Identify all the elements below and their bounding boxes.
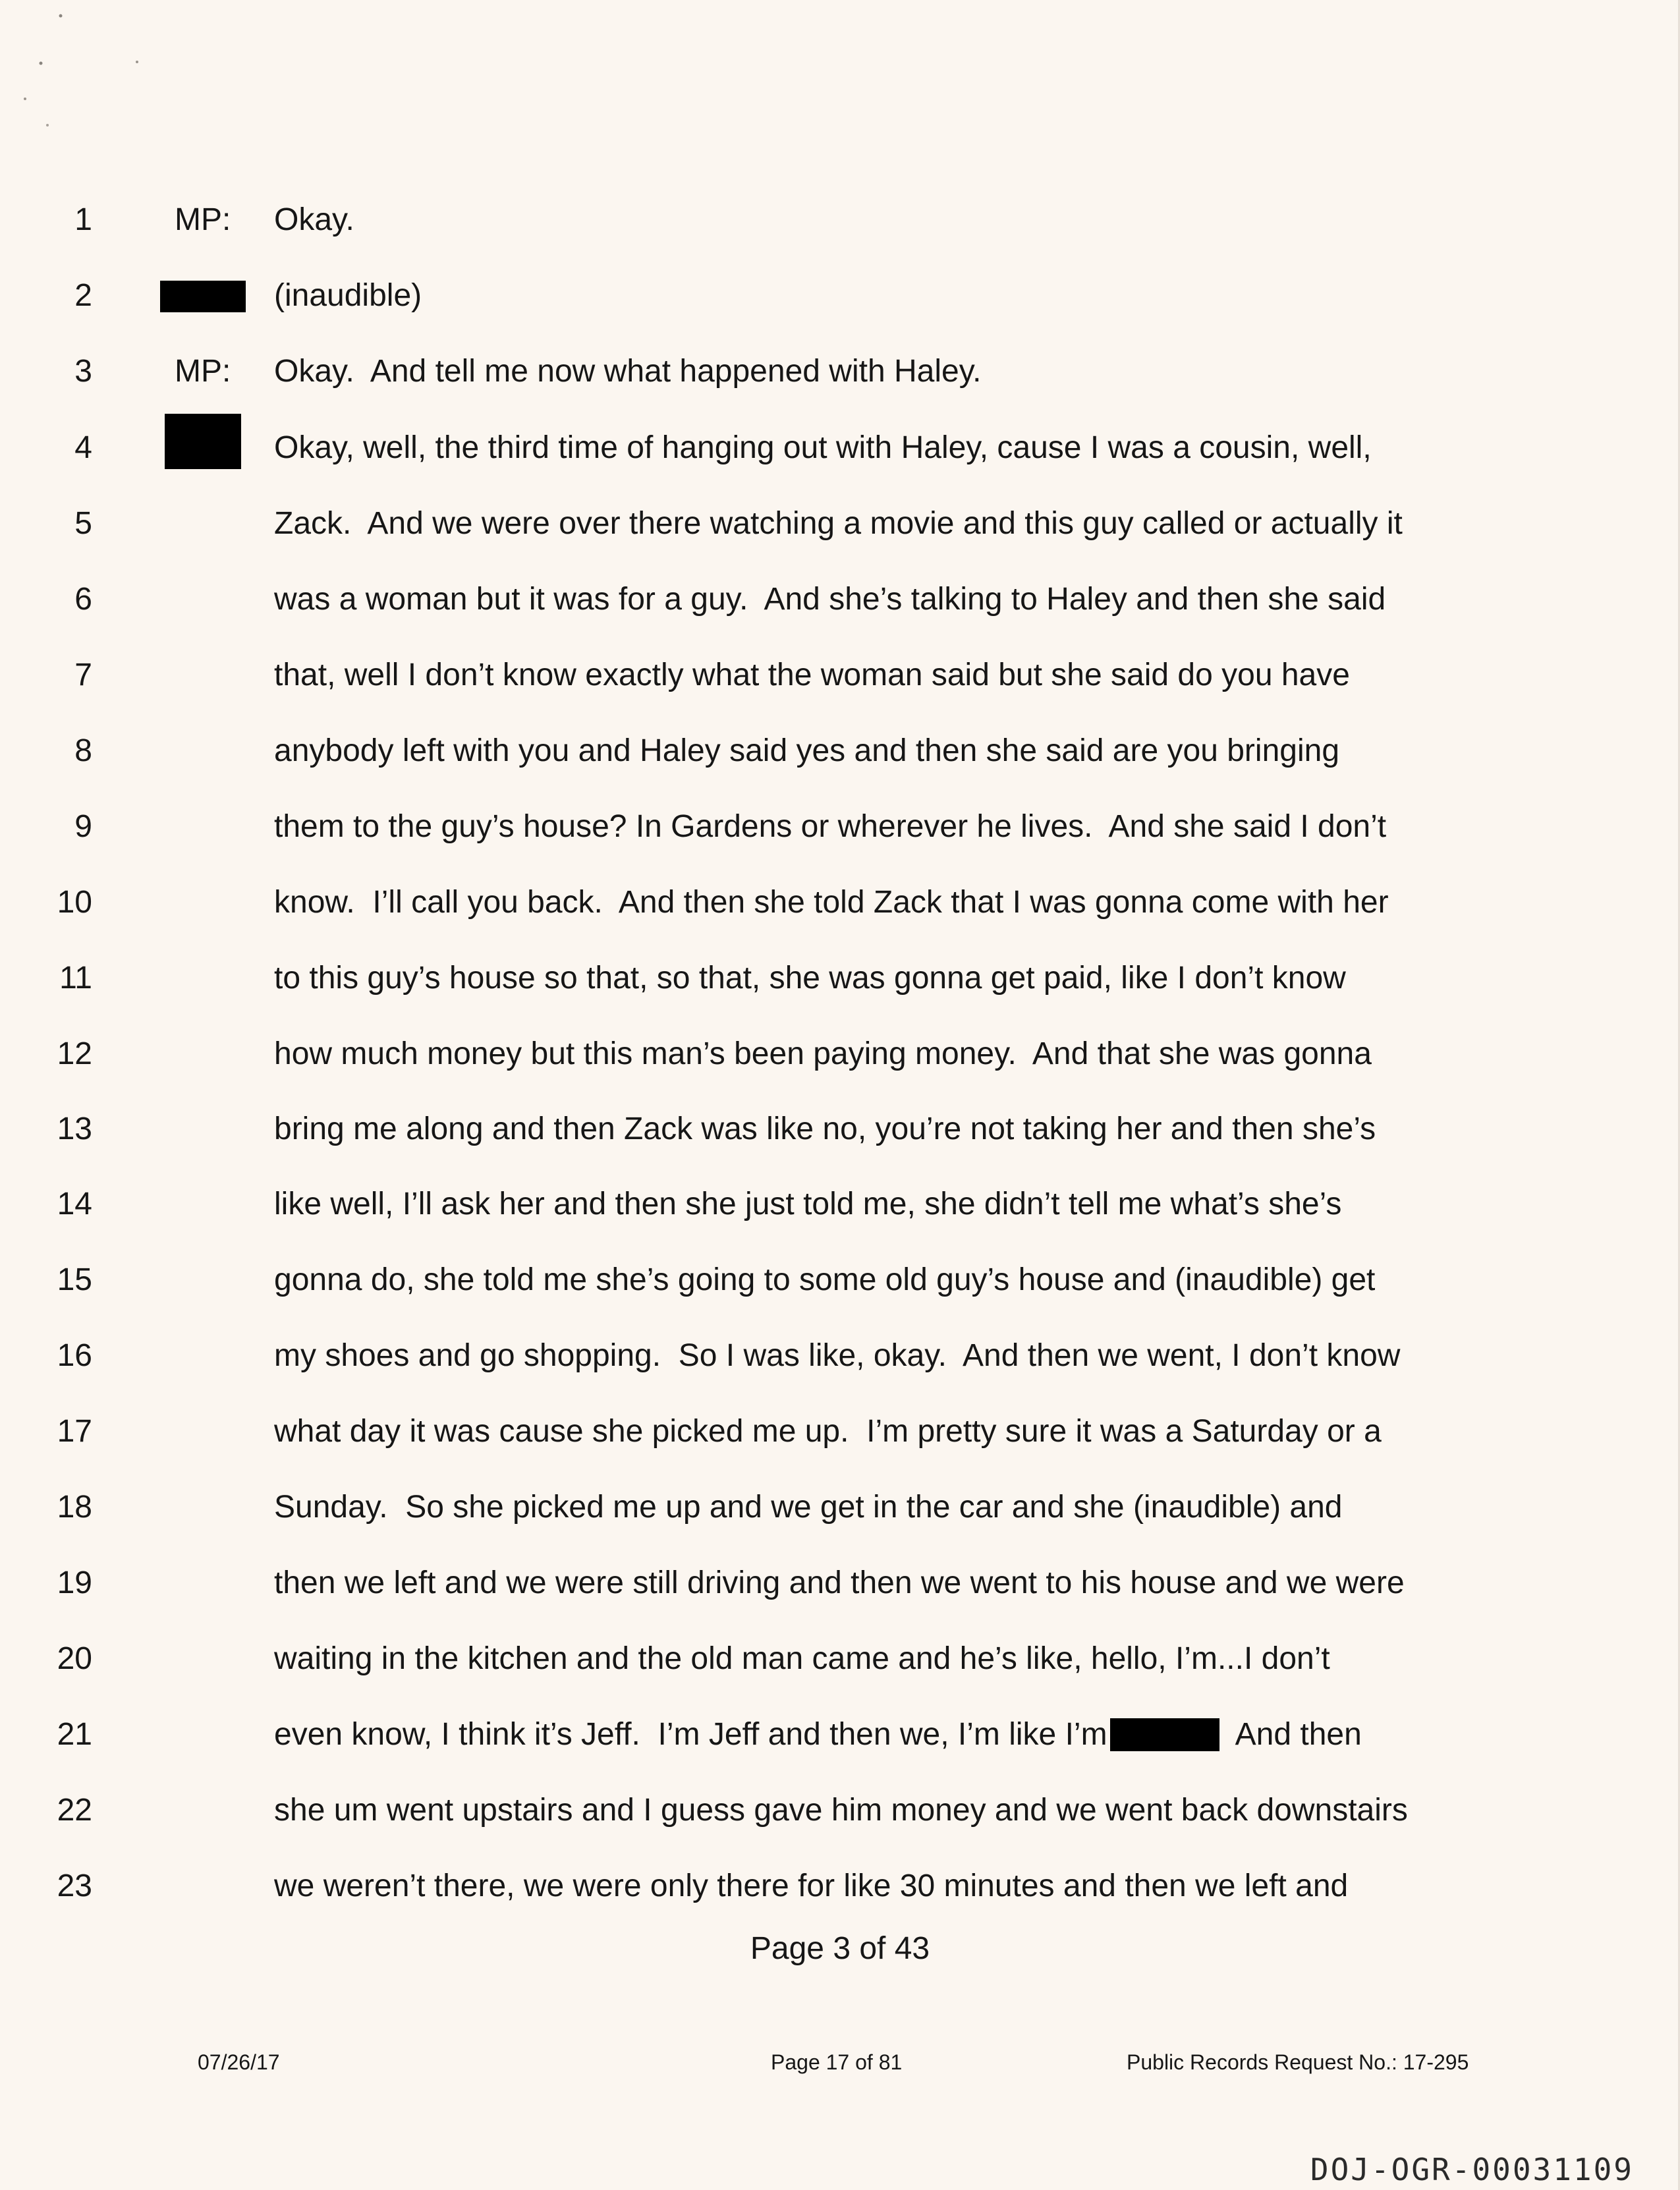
- transcript-line: [0, 876, 1680, 929]
- transcript-line: [0, 1330, 1680, 1382]
- line-text: gonna do, she told me she’s going to some old guy’s house and (inaudible) get: [274, 1262, 1376, 1297]
- page-number: Page 3 of 43: [750, 1931, 930, 1966]
- line-number: 21: [57, 1717, 92, 1752]
- line-text: [274, 1708, 1362, 1761]
- line-text: we weren’t there, we were only there for like 30 minutes and then we left and: [274, 1868, 1349, 1903]
- line-text: how much money but this man’s been paying money. And that she was gonna: [274, 1036, 1372, 1071]
- line-number: 15: [57, 1262, 92, 1297]
- bates-number: DOJ-OGR-00031109: [1310, 2152, 1634, 2187]
- line-number: 3: [74, 354, 92, 389]
- line-number: 14: [57, 1187, 92, 1221]
- line-text: waiting in the kitchen and the old man came and he’s like, hello, I’m...I don’t: [274, 1641, 1330, 1676]
- line-number: 12: [57, 1036, 92, 1071]
- transcript-line: [0, 1708, 1680, 1761]
- scan-specks: [0, 0, 171, 145]
- transcript-line: [0, 952, 1680, 1005]
- line-number: 23: [57, 1868, 92, 1903]
- transcript-line: [0, 269, 1680, 322]
- line-text: Okay.: [274, 202, 354, 237]
- speaker-label: MP:: [175, 202, 231, 237]
- line-number: 10: [57, 885, 92, 920]
- line-text-before-redaction: even know, I think it’s Jeff. I’m Jeff and then we, I’m like I’m: [274, 1717, 1107, 1752]
- line-number: 11: [59, 961, 92, 996]
- line-text: bring me along and then Zack was like no, you’re not taking her and then she’s: [274, 1111, 1376, 1146]
- line-text: then we left and we were still driving and then we went to his house and we were: [274, 1565, 1405, 1600]
- line-text: Zack. And we were over there watching a movie and this guy called or actually it: [274, 506, 1403, 541]
- transcript-line: [0, 1178, 1680, 1231]
- line-text: Sunday. So she picked me up and we get in the car and she (inaudible) and: [274, 1490, 1343, 1525]
- line-number: 8: [74, 733, 92, 768]
- line-number: 6: [74, 582, 92, 617]
- line-text: what day it was cause she picked me up. I’m pretty sure it was a Saturday or a: [274, 1414, 1382, 1449]
- line-text: them to the guy’s house? In Gardens or wherever he lives. And she said I don’t: [274, 809, 1387, 844]
- transcript-line: [0, 573, 1680, 626]
- line-text: anybody left with you and Haley said yes and then she said are you bringing: [274, 733, 1340, 768]
- transcript-line: [0, 422, 1680, 474]
- speaker-label: MP:: [175, 354, 231, 389]
- line-text: Okay. And tell me now what happened with Haley.: [274, 354, 982, 389]
- line-number: 19: [57, 1565, 92, 1600]
- transcript-line: [0, 800, 1680, 853]
- line-text: to this guy’s house so that, so that, she was gonna get paid, like I don’t know: [274, 961, 1346, 996]
- line-number: 18: [57, 1490, 92, 1525]
- transcript-line: [0, 1028, 1680, 1081]
- line-text: know. I’ll call you back. And then she told Zack that I was gonna come with her: [274, 885, 1389, 920]
- transcript-line: [0, 1784, 1680, 1837]
- transcript-line: [0, 194, 1680, 246]
- line-text: she um went upstairs and I guess gave him money and we went back downstairs: [274, 1793, 1408, 1828]
- line-text: (inaudible): [274, 278, 422, 313]
- line-text: my shoes and go shopping. So I was like, okay. And then we went, I don’t know: [274, 1338, 1401, 1373]
- transcript-line: [0, 1557, 1680, 1610]
- speaker-redaction: [160, 281, 246, 312]
- line-number: 9: [74, 809, 92, 844]
- line-text-after-redaction: And then: [1235, 1717, 1362, 1752]
- transcript-line: [0, 345, 1680, 398]
- line-number: 4: [74, 430, 92, 465]
- line-text: like well, I’ll ask her and then she just told me, she didn’t tell me what’s she’s: [274, 1187, 1342, 1221]
- transcript-line: [0, 725, 1680, 777]
- line-number: 16: [57, 1338, 92, 1373]
- line-text: was a woman but it was for a guy. And she’s talking to Haley and then she said: [274, 582, 1386, 617]
- transcript-line: [0, 1254, 1680, 1306]
- line-number: 17: [57, 1414, 92, 1449]
- line-text: Okay, well, the third time of hanging out with Haley, cause I was a cousin, well,: [274, 430, 1372, 465]
- line-number: 7: [74, 658, 92, 692]
- speaker-redaction: [165, 414, 241, 469]
- line-number: 2: [74, 278, 92, 313]
- line-number: 5: [74, 506, 92, 541]
- line-number: 20: [57, 1641, 92, 1676]
- footer-records-request: Public Records Request No.: 17-295: [1127, 2050, 1469, 2074]
- line-text: that, well I don’t know exactly what the woman said but she said do you have: [274, 658, 1350, 692]
- transcript-line: [0, 1103, 1680, 1156]
- footer-date: 07/26/17: [198, 2050, 280, 2074]
- transcript-line: [0, 1481, 1680, 1534]
- transcript-line: [0, 649, 1680, 702]
- line-number: 13: [57, 1111, 92, 1146]
- footer-page-count: Page 17 of 81: [771, 2050, 903, 2074]
- line-number: 1: [74, 202, 92, 237]
- line-number: 22: [57, 1793, 92, 1828]
- transcript-line: [0, 1860, 1680, 1913]
- transcript-line: [0, 497, 1680, 550]
- transcript-line: [0, 1633, 1680, 1685]
- transcript-line: [0, 1405, 1680, 1458]
- name-redaction: [1110, 1718, 1219, 1751]
